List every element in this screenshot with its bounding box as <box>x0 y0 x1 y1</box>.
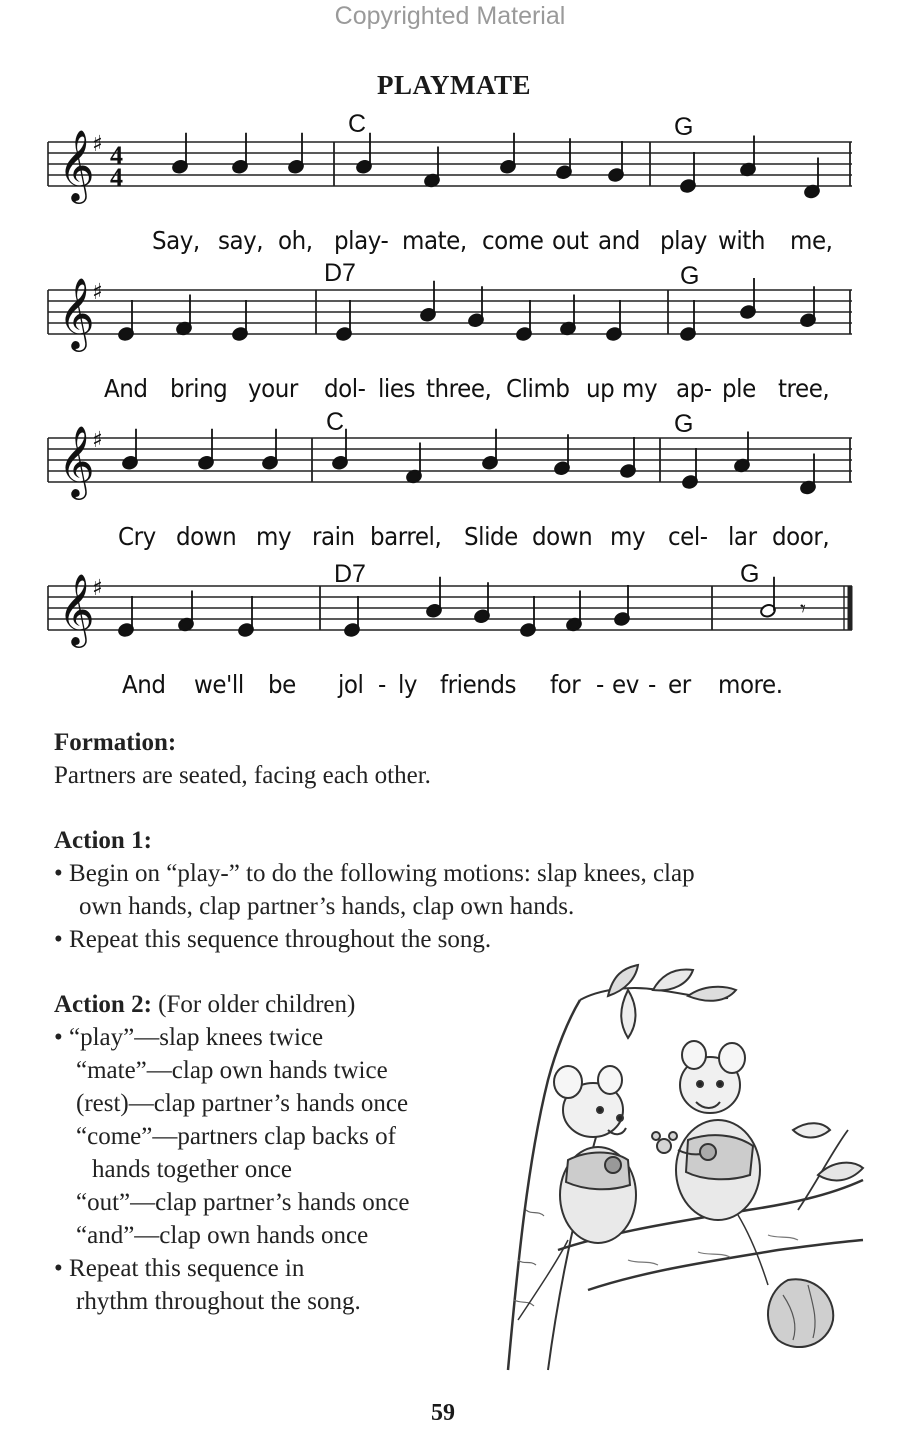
action2-step: “mate”—clap own hands twice <box>76 1057 388 1084</box>
action2-section <box>54 988 409 1318</box>
action2-heading: Action 2: <box>54 991 152 1018</box>
treble-clef: 𝄞 <box>58 424 95 497</box>
lyric-syllable: my <box>256 522 292 551</box>
lyric-syllable: dol- <box>324 374 366 403</box>
lyric-syllable: up <box>586 374 615 403</box>
lyric-syllable: we'll <box>194 670 244 699</box>
chord-symbol: D7 <box>324 259 356 287</box>
lyric-syllable: oh, <box>278 226 313 255</box>
chord-symbol: G <box>680 262 700 290</box>
lyric-syllable: rain <box>312 522 355 551</box>
action1-section <box>54 824 695 956</box>
action1-bullet-continuation: own hands, clap partner’s hands, clap own hands. <box>79 893 575 920</box>
lyric-syllable: friends <box>440 670 517 699</box>
lyric-syllable: down <box>176 522 237 551</box>
action1-heading: Action 1: <box>54 827 152 854</box>
action2-step: (rest)—clap partner’s hands once <box>76 1090 409 1117</box>
key-signature-sharp: ♯ <box>92 576 103 601</box>
lyric-syllable: play- <box>334 226 389 255</box>
lyric-syllable: and <box>598 226 640 255</box>
key-signature-sharp: ♯ <box>92 428 103 453</box>
lyric-syllable: - <box>596 670 604 699</box>
action2-bullet: • “play”—slap knees twice <box>54 1024 324 1051</box>
lyric-syllable: come <box>482 226 544 255</box>
key-signature-sharp: ♯ <box>92 280 103 305</box>
chord-symbol: G <box>740 560 760 588</box>
bullet-text: Repeat this sequence throughout the song. <box>69 926 492 953</box>
chord-symbol: G <box>674 113 694 141</box>
lyric-syllable: with <box>718 226 765 255</box>
eighth-rest: 𝄾 <box>800 597 806 622</box>
lyric-syllable: lies <box>378 374 416 403</box>
lyric-syllable: for <box>550 670 581 699</box>
lyric-syllable: door, <box>772 522 830 551</box>
action2-bullet-continuation: rhythm throughout the song. <box>76 1288 361 1315</box>
time-signature-top: 4 <box>110 141 123 170</box>
lyric-syllable: play <box>660 226 707 255</box>
action2-step: “out”—clap partner’s hands once <box>76 1189 410 1216</box>
lyric-syllable: Cry <box>118 522 156 551</box>
lyric-syllable: my <box>622 374 658 403</box>
action2-heading-note: (For older children) <box>158 991 356 1018</box>
lyric-syllable: And <box>122 670 166 699</box>
page-number: 59 <box>431 1400 455 1426</box>
bullet-text: “play”—slap knees twice <box>69 1024 324 1051</box>
mice-illustration <box>488 960 868 1380</box>
treble-clef: 𝄞 <box>58 128 95 201</box>
lyric-syllable: lar <box>728 522 757 551</box>
lyric-syllable: jol <box>338 670 364 699</box>
lyric-syllable: more. <box>718 670 783 699</box>
lyric-syllable: three, <box>426 374 492 403</box>
lyric-syllable: be <box>268 670 296 699</box>
action2-step: “come”—partners clap backs of <box>76 1123 396 1150</box>
formation-text: Partners are seated, facing each other. <box>54 762 431 789</box>
lyric-syllable: Slide <box>464 522 518 551</box>
lyric-syllable: ev <box>612 670 639 699</box>
action2-bullet: • Repeat this sequence in <box>54 1255 305 1282</box>
action1-bullet: • Begin on “play-” to do the following motions: slap knees, clap <box>54 860 695 887</box>
lyric-syllable: er <box>668 670 691 699</box>
formation-heading: Formation: <box>54 729 177 756</box>
action2-step: “and”—clap own hands once <box>76 1222 369 1249</box>
bullet-text: Repeat this sequence in <box>69 1255 305 1282</box>
action2-step: hands together once <box>92 1156 292 1183</box>
action1-bullet: • Repeat this sequence throughout the song. <box>54 926 492 953</box>
lyric-syllable: tree, <box>778 374 830 403</box>
song-title: PLAYMATE <box>376 70 532 100</box>
chord-symbol: C <box>326 408 345 436</box>
lyric-syllable: ap- <box>676 374 712 403</box>
chord-symbol: C <box>348 110 367 138</box>
lyric-syllable: mate, <box>402 226 467 255</box>
treble-clef: 𝄞 <box>58 572 95 645</box>
lyric-syllable: my <box>610 522 646 551</box>
lyric-syllable: - <box>378 670 386 699</box>
bullet-text: Begin on “play-” to do the following motions: slap knees, clap <box>69 860 695 887</box>
lyric-syllable: bring <box>170 374 228 403</box>
lyric-syllable: say, <box>218 226 264 255</box>
copyright-watermark: Copyrighted Material <box>334 2 566 30</box>
lyric-syllable: ly <box>398 670 418 699</box>
lyric-syllable: - <box>648 670 656 699</box>
treble-clef: 𝄞 <box>58 276 95 349</box>
lyric-syllable: ple <box>722 374 756 403</box>
lyric-syllable: me, <box>790 226 833 255</box>
key-signature-sharp: ♯ <box>92 132 103 157</box>
lyric-syllable: Climb <box>506 374 570 403</box>
chord-symbol: G <box>674 410 694 438</box>
lyric-syllable: barrel, <box>370 522 442 551</box>
lyric-syllable: out <box>552 226 589 255</box>
lyric-syllable: your <box>248 374 298 403</box>
chord-symbol: D7 <box>334 560 366 588</box>
lyric-syllable: Say, <box>152 226 200 255</box>
lyric-syllable: cel- <box>668 522 708 551</box>
formation-section <box>54 726 431 792</box>
time-signature-bottom: 4 <box>110 163 123 192</box>
lyric-syllable: down <box>532 522 593 551</box>
lyric-syllable: And <box>104 374 148 403</box>
